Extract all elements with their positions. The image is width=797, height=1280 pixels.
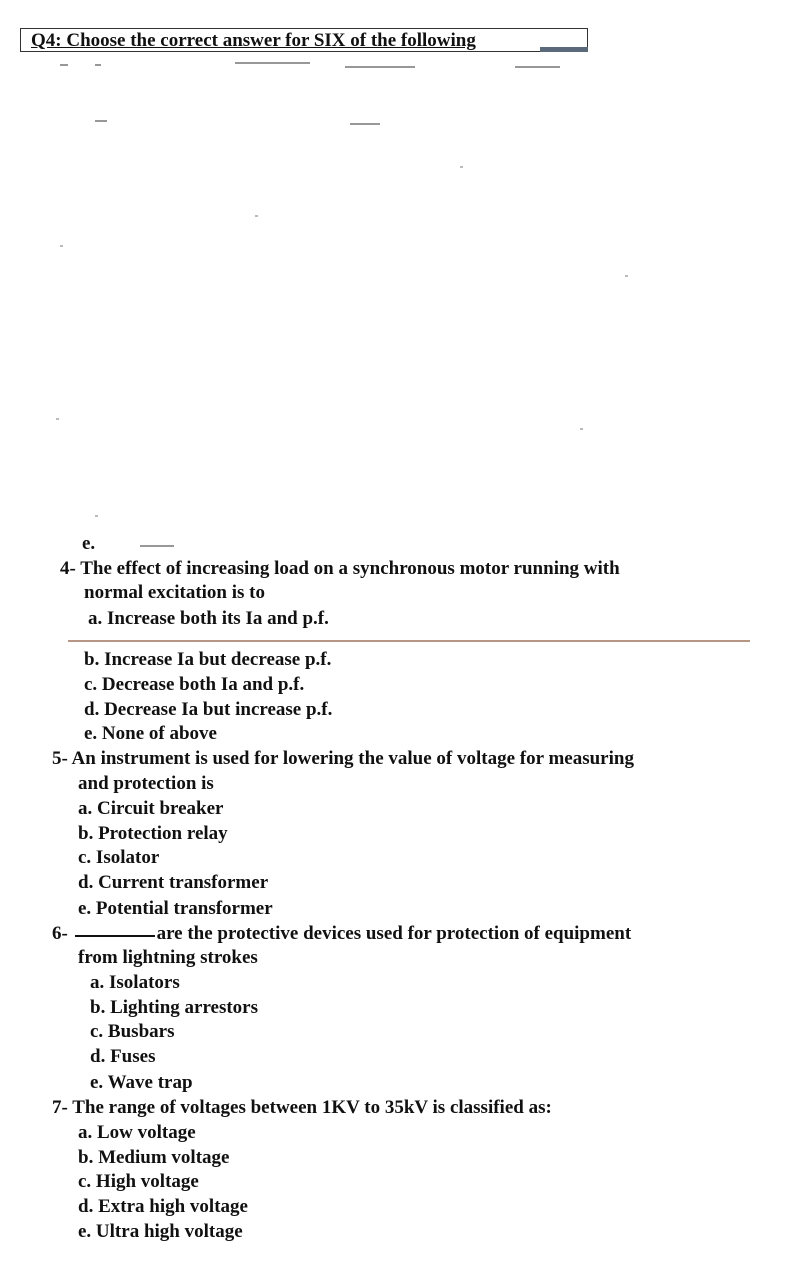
question-text: The effect of increasing load on a synchronous motor running with	[80, 558, 620, 579]
fill-in-blank	[75, 935, 155, 937]
scan-artifact	[625, 275, 628, 277]
scan-artifact	[580, 428, 583, 430]
option-e[interactable]: e. Ultra high voltage	[78, 1221, 243, 1242]
option-b[interactable]: b. Medium voltage	[78, 1147, 230, 1168]
option-d[interactable]: d. Fuses	[90, 1046, 156, 1067]
scan-artifact	[235, 62, 310, 64]
question-text: are the protective devices used for protection of equipment	[156, 923, 632, 944]
scan-artifact	[345, 66, 415, 68]
option-d[interactable]: d. Current transformer	[78, 872, 269, 893]
question-number: 7-	[52, 1097, 68, 1118]
scan-artifact	[460, 166, 463, 168]
scan-artifact	[56, 418, 59, 420]
page-divider	[68, 640, 750, 642]
question-4	[60, 557, 620, 581]
question-number: 5-	[52, 748, 68, 769]
header-underbar	[540, 47, 588, 52]
scan-artifact	[350, 123, 380, 125]
option-a[interactable]: a. Isolators	[90, 972, 180, 993]
section-header-box	[20, 28, 588, 52]
option-d[interactable]: d. Extra high voltage	[78, 1196, 248, 1217]
stray-option-e: e.	[82, 533, 96, 554]
option-e[interactable]: e. None of above	[84, 723, 217, 744]
scan-artifact	[255, 215, 258, 217]
question-text: An instrument is used for lowering the value of voltage for measuring	[71, 748, 634, 769]
scan-artifact	[515, 66, 560, 68]
option-b[interactable]: b. Protection relay	[78, 823, 228, 844]
option-c[interactable]: c. Decrease both Ia and p.f.	[84, 674, 305, 695]
question-number: 6-	[52, 923, 68, 944]
option-d[interactable]: d. Decrease Ia but increase p.f.	[84, 699, 333, 720]
option-c[interactable]: c. Isolator	[78, 847, 160, 868]
question-6	[52, 922, 631, 946]
option-e[interactable]: e. Potential transformer	[78, 898, 273, 919]
question-7	[52, 1096, 552, 1120]
option-a[interactable]: a. Circuit breaker	[78, 798, 224, 819]
question-text-continued: from lightning strokes	[78, 947, 258, 968]
scan-artifact	[95, 515, 98, 517]
scan-artifact	[140, 545, 174, 547]
scan-artifact	[95, 64, 101, 66]
option-c[interactable]: c. High voltage	[78, 1171, 199, 1192]
question-text-continued: normal excitation is to	[84, 582, 266, 603]
option-b[interactable]: b. Increase Ia but decrease p.f.	[84, 649, 332, 670]
scan-artifact	[95, 120, 107, 122]
question-text-continued: and protection is	[78, 773, 214, 794]
question-number: 4-	[60, 558, 76, 579]
question-5	[52, 747, 634, 771]
question-text: The range of voltages between 1KV to 35kV is classified as:	[72, 1097, 552, 1118]
option-c[interactable]: c. Busbars	[90, 1021, 175, 1042]
option-e[interactable]: e. Wave trap	[90, 1072, 193, 1093]
scan-artifact	[60, 245, 63, 247]
option-a[interactable]: a. Low voltage	[78, 1122, 196, 1143]
option-a[interactable]: a. Increase both its Ia and p.f.	[88, 608, 329, 629]
option-b[interactable]: b. Lighting arrestors	[90, 997, 259, 1018]
scan-artifact	[60, 64, 68, 66]
section-title: Q4: Choose the correct answer for SIX of the following	[31, 30, 476, 51]
